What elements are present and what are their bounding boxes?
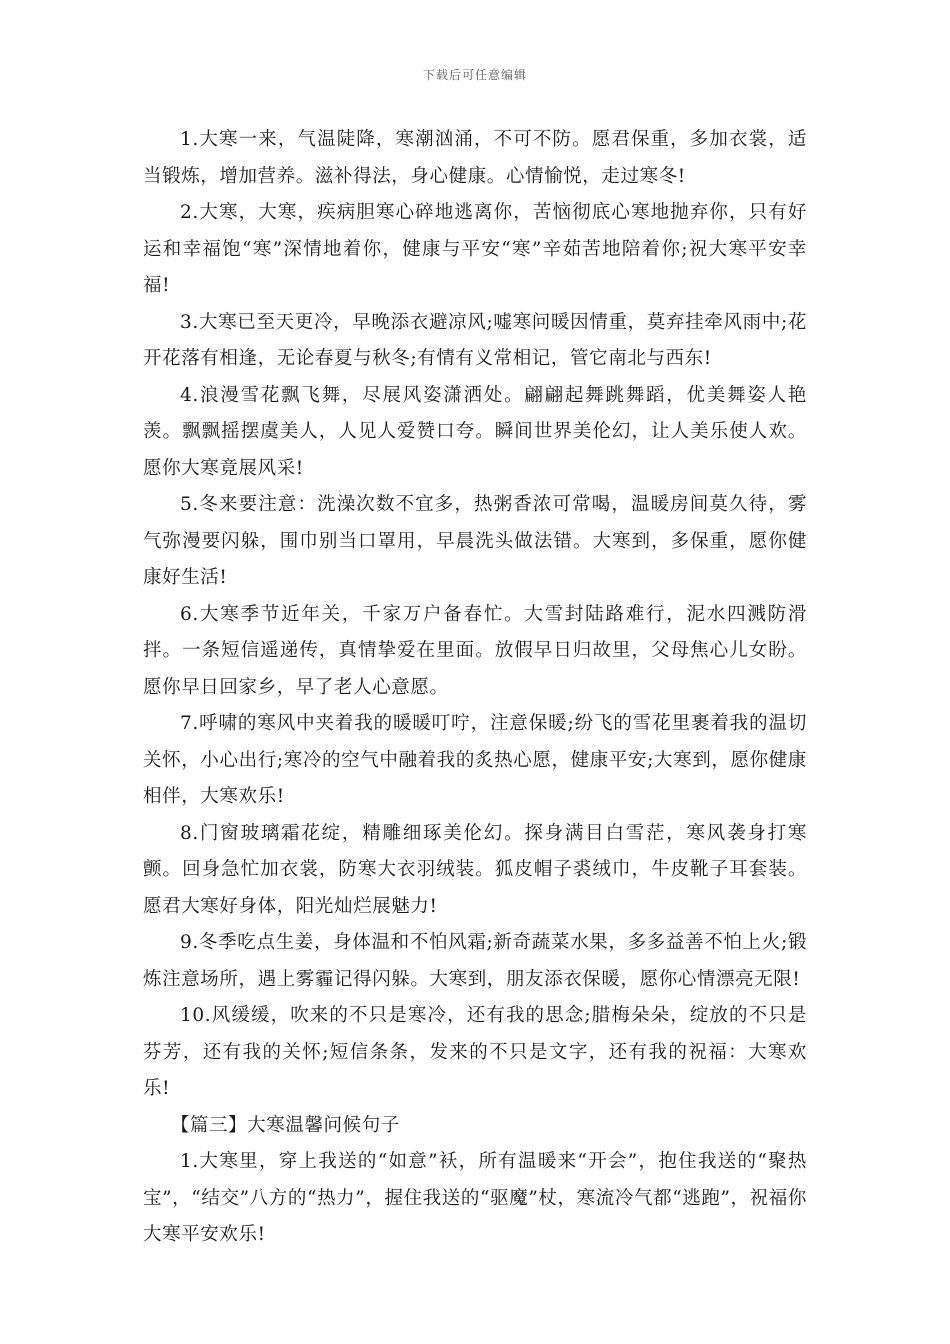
- paragraph-3: 3.大寒已至天更冷，早晚添衣避凉风;嘘寒问暖因情重，莫弃挂牵风雨中;花开花落有相逢，无论春夏与秋冬;有情有义常相记，管它南北与西东!: [143, 311, 807, 369]
- paragraph-2: 2.大寒，大寒，疾病胆寒心碎地逃离你，苦恼彻底心寒地抛弃你，只有好运和幸福饱“寒”深情地着你，健康与平安“寒”辛茹苦地陪着你;祝大寒平安幸福!: [143, 202, 807, 296]
- paragraph-1: 1.大寒一来，气温陡降，寒潮汹涌，不可不防。愿君保重，多加衣裳，适当锻炼，增加营养。滋补得法，身心健康。心情愉悦，走过寒冬!: [143, 129, 807, 187]
- document-body: [143, 122, 807, 1254]
- paragraph-4: 4.浪漫雪花飘飞舞，尽展风姿潇洒处。翩翩起舞跳舞蹈，优美舞姿人艳羡。飘飘摇摆虞美人，人见人爱赞口夸。瞬间世界美伦幻，让人美乐使人欢。愿你大寒竟展风采!: [143, 384, 807, 479]
- paragraph-5: 5.冬来要注意：洗澡次数不宜多，热粥香浓可常喝，温暖房间莫久待，雾气弥漫要闪躲，围巾别当口罩用，早晨洗头做法错。大寒到，多保重，愿你健康好生活!: [143, 494, 807, 588]
- paragraph-9: 9.冬季吃点生姜，身体温和不怕风霜;新奇蔬菜水果，多多益善不怕上火;锻炼注意场所，遇上雾霾记得闪躲。大寒到，朋友添衣保暖，愿你心情漂亮无限!: [143, 932, 807, 990]
- paragraph-7: 7.呼啸的寒风中夹着我的暖暖叮咛，注意保暖;纷飞的雪花里裹着我的温切关怀，小心出行;寒冷的空气中融着我的炙热心愿，健康平安;大寒到，愿你健康相伴，大寒欢乐!: [143, 713, 807, 807]
- paragraph-6: 6.大寒季节近年关，千家万户备春忙。大雪封陆路难行，泥水四溅防滑拌。一条短信遥递传，真情挚爱在里面。放假早日归故里，父母焦心儿女盼。愿你早日回家乡，早了老人心意愿。: [143, 603, 807, 698]
- paragraph-8: 8.门窗玻璃霜花绽，精雕细琢美伦幻。探身满目白雪茫，寒风袭身打寒颤。回身急忙加衣裳，防寒大衣羽绒装。狐皮帽子裘绒巾，牛皮靴子耳套装。愿君大寒好身体，阳光灿烂展魅力!: [143, 822, 807, 917]
- page-header: 下载后可任意编辑: [422, 68, 527, 82]
- section-paragraph-1: 1.大寒里，穿上我送的“如意”袄，所有温暖来“开会”，抱住我送的“聚热宝”，“结交”八方的“热力”，握住我送的“驱魔”杖，寒流冷气都“逃跑”，祝福你大寒平安欢乐!: [143, 1151, 807, 1245]
- section-title: 【篇三】大寒温馨问候句子: [170, 1114, 400, 1136]
- paragraph-10: 10.风缓缓，吹来的不只是寒冷，还有我的思念;腊梅朵朵，绽放的不只是芬芳，还有我的关怀;短信条条，发来的不只是文字，还有我的祝福：大寒欢乐!: [143, 1005, 807, 1099]
